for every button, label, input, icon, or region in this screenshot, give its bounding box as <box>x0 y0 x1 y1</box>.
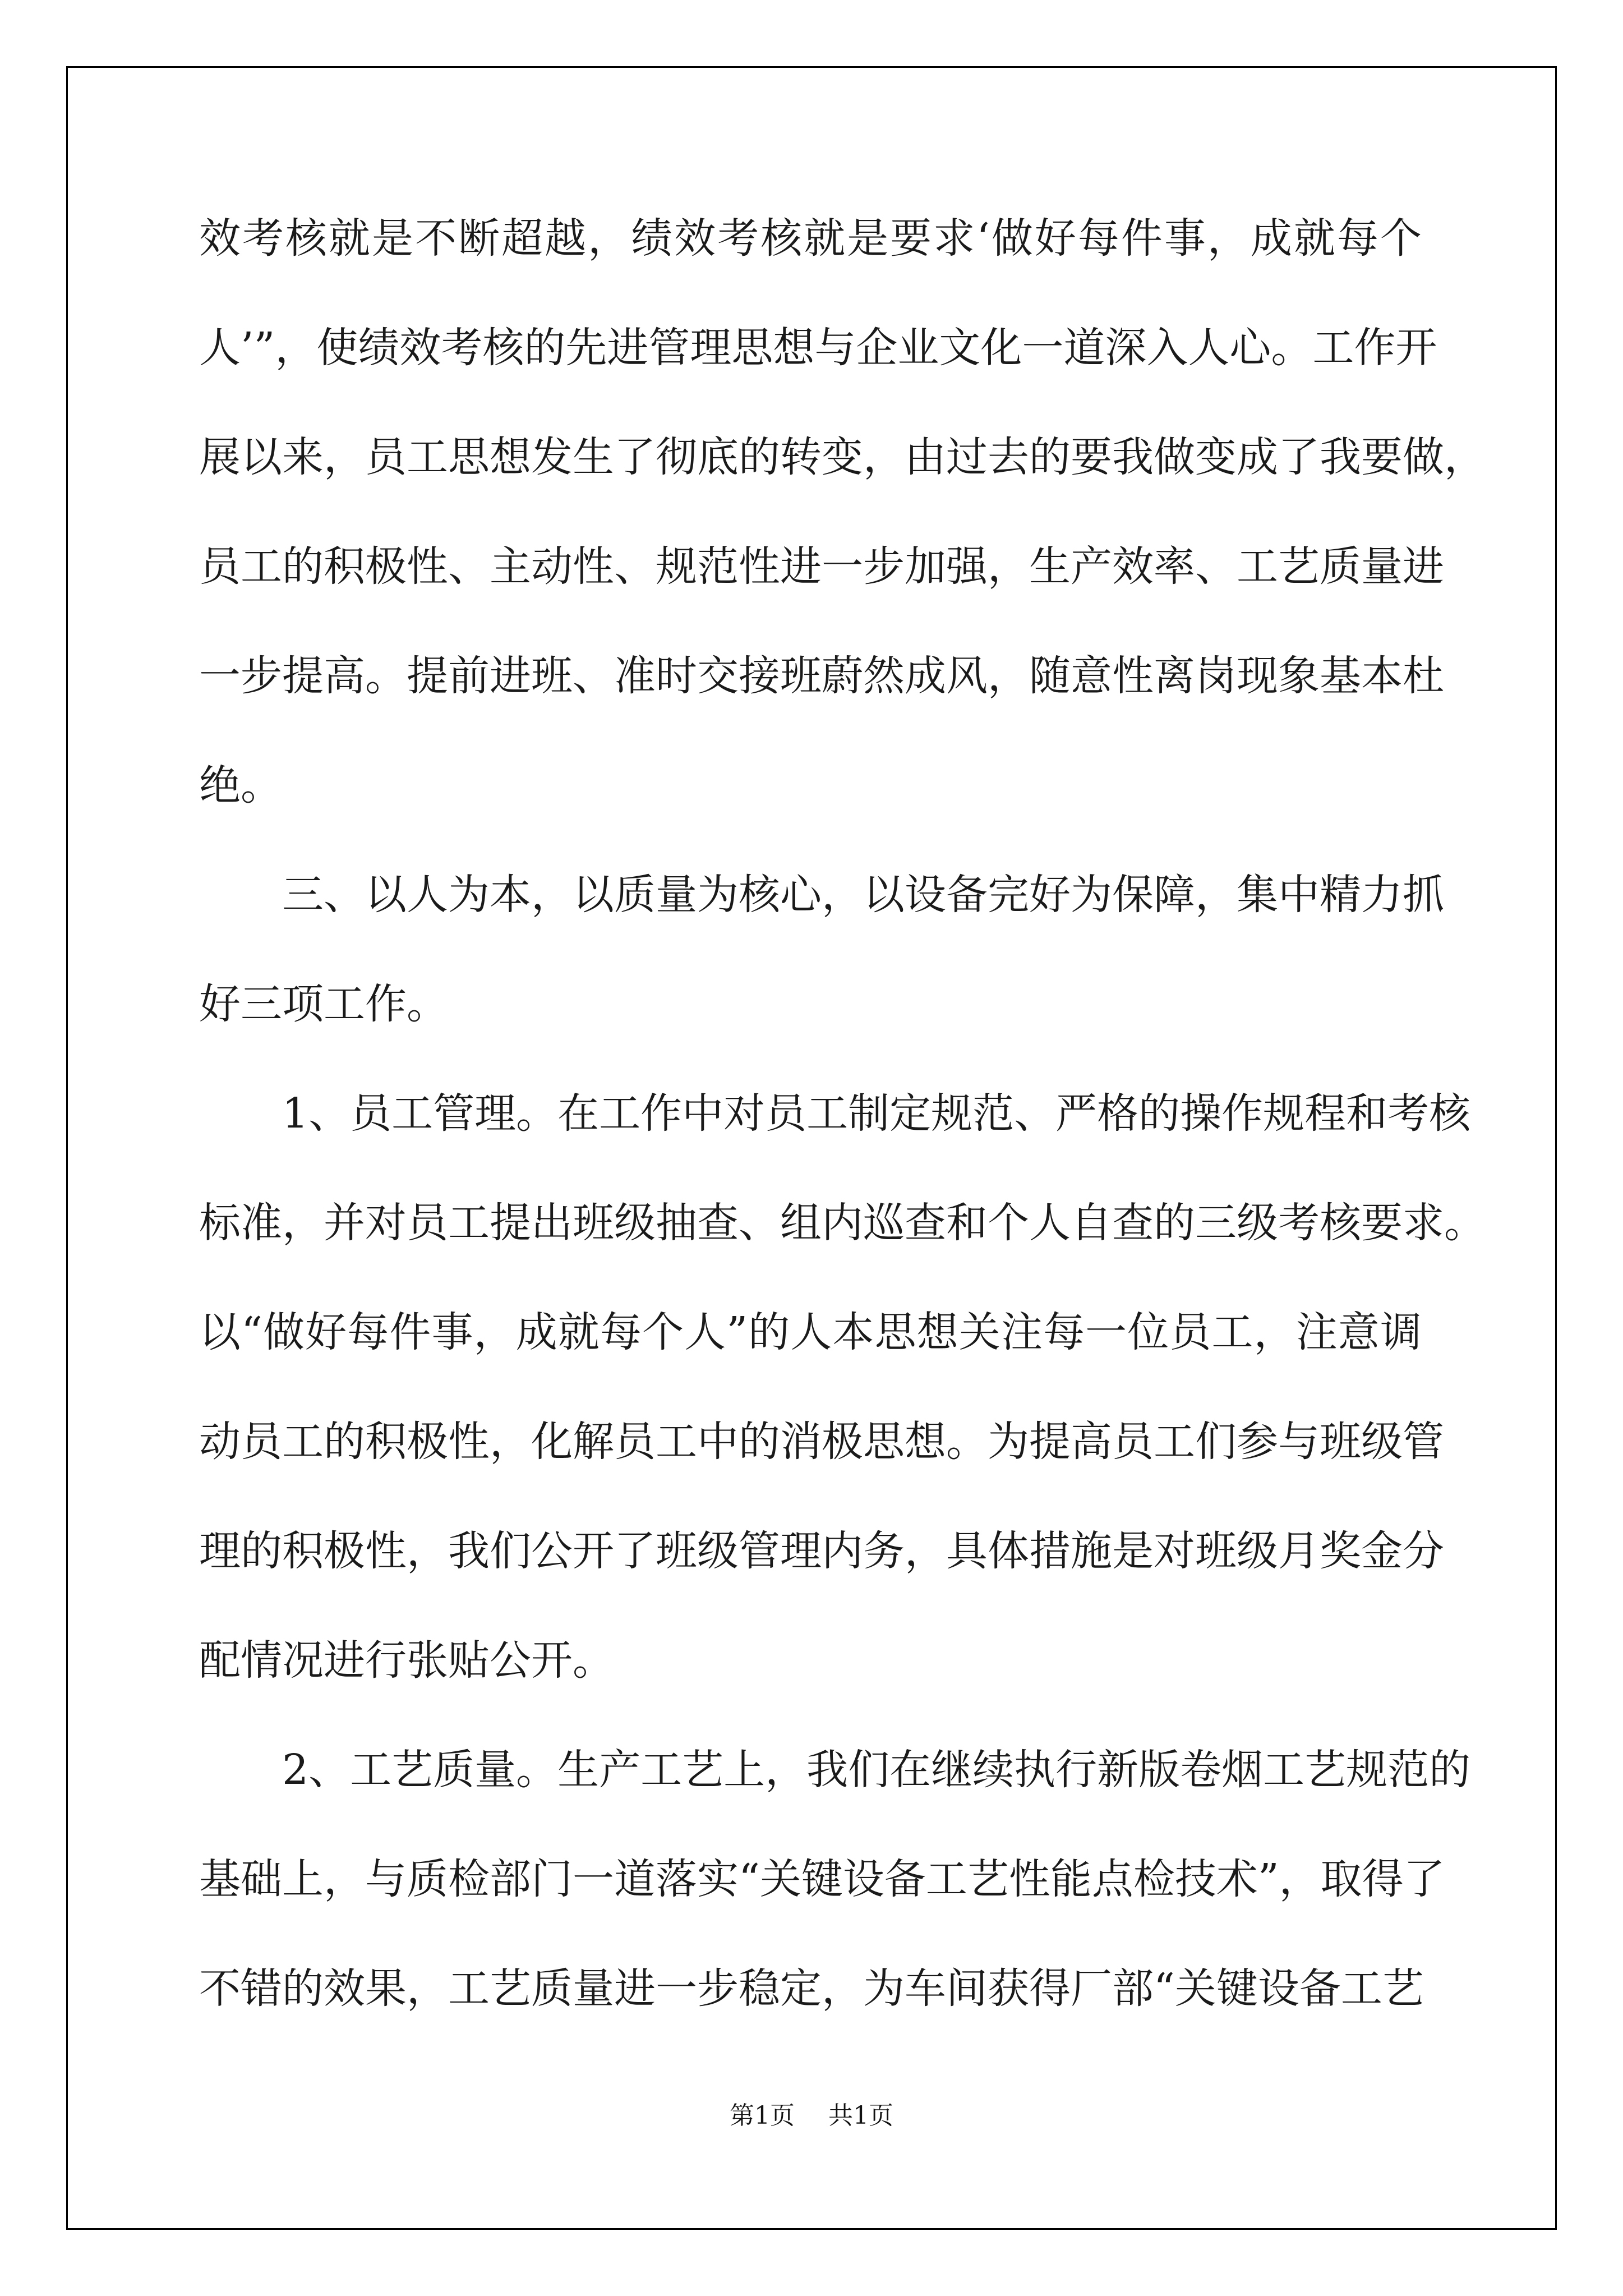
page-footer <box>0 2099 1623 2133</box>
text-line: 一步提高。提前进班、准时交接班蔚然成风，随意性离岗现象基本杜 <box>199 652 1444 700</box>
text-line: 展以来，员工思想发生了彻底的转变，由过去的要我做变成了我要做， <box>199 433 1486 481</box>
text-line: 标准，并对员工提出班级抽查、组内巡查和个人自查的三级考核要求。 <box>199 1199 1486 1247</box>
document-body <box>199 208 1486 2067</box>
text-line: 1、员工管理。在工作中对员工制定规范、严格的操作规程和考核 <box>199 1089 1471 1138</box>
text-line: 不错的效果，工艺质量进一步稳定，为车间获得厂部“关键设备工艺 <box>199 1964 1424 2013</box>
text-line: 人’”，使绩效考核的先进管理思想与企业文化一道深入人心。工作开 <box>199 324 1437 372</box>
page-count: 共1页 <box>828 2101 893 2130</box>
text-line: 配情况进行张贴公开。 <box>199 1636 614 1685</box>
text-line: 效考核就是不断超越，绩效考核就是要求‘做好每件事，成就每个 <box>199 214 1422 263</box>
text-line: 员工的积极性、主动性、规范性进一步加强，生产效率、工艺质量进 <box>199 542 1444 591</box>
page-number: 第1页 <box>730 2101 795 2130</box>
text-line: 动员工的积极性，化解员工中的消极思想。为提高员工们参与班级管 <box>199 1418 1444 1466</box>
text-line: 三、以人为本，以质量为核心，以设备完好为保障，集中精力抓 <box>199 871 1444 919</box>
text-line: 好三项工作。 <box>199 980 448 1028</box>
text-line: 以“做好每件事，成就每个人”的人本思想关注每一位员工，注意调 <box>199 1308 1422 1356</box>
text-line: 理的积极性，我们公开了班级管理内务，具体措施是对班级月奖金分 <box>199 1527 1444 1575</box>
text-line: 基础上，与质检部门一道落实“关键设备工艺性能点检技术”，取得了 <box>199 1855 1445 1903</box>
text-line: 绝。 <box>199 761 282 809</box>
text-line: 2、工艺质量。生产工艺上，我们在继续执行新版卷烟工艺规范的 <box>199 1746 1471 1794</box>
